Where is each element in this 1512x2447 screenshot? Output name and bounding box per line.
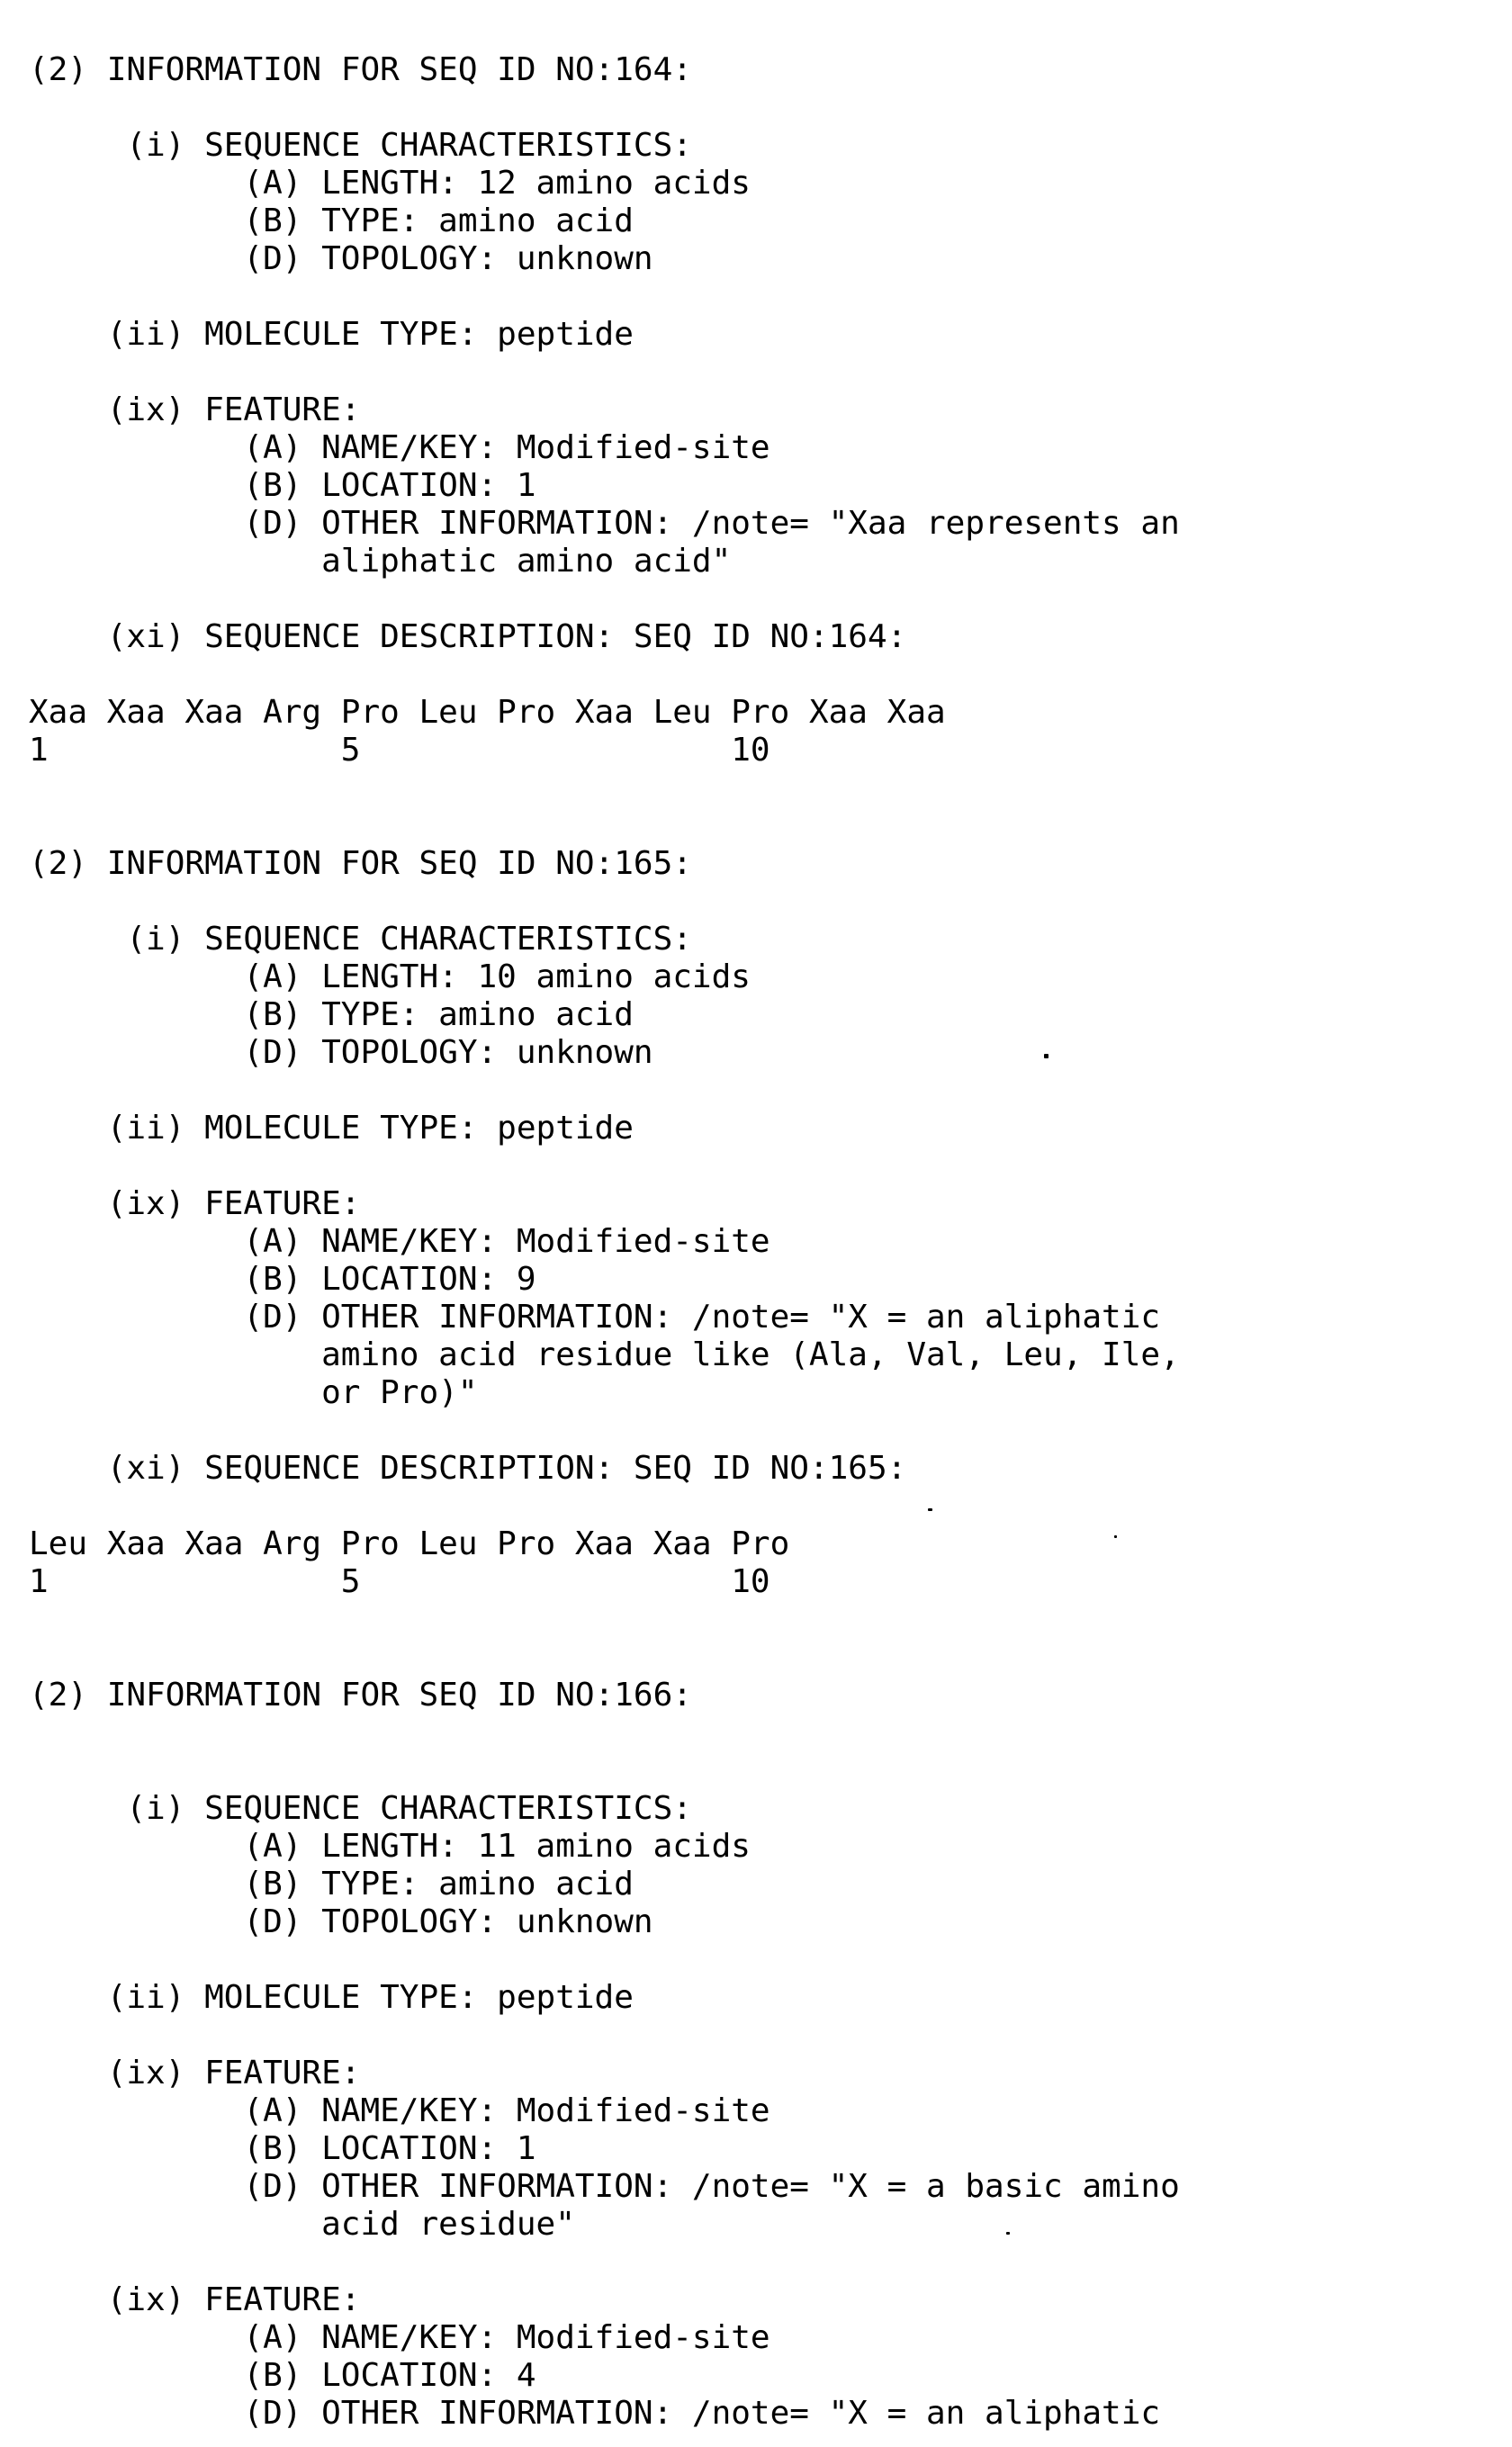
text-line: (A) NAME/KEY: Modified-site xyxy=(29,2092,770,2129)
text-line: (B) LOCATION: 1 xyxy=(29,2130,536,2167)
text-line: (A) NAME/KEY: Modified-site xyxy=(29,429,770,466)
scan-artifact-dot xyxy=(928,1508,932,1511)
text-line xyxy=(29,580,1180,618)
text-line xyxy=(29,1147,1180,1185)
text-line: (2) INFORMATION FOR SEQ ID NO:165: xyxy=(29,845,692,882)
text-line xyxy=(29,1072,1180,1110)
scan-artifact-dot xyxy=(1006,2232,1010,2235)
text-line: (D) OTHER INFORMATION: /note= "X = a basic amino xyxy=(29,2168,1180,2205)
text-line: (ix) FEATURE: xyxy=(29,1185,361,1222)
text-line xyxy=(29,656,1180,694)
text-line: (ix) FEATURE: xyxy=(29,391,361,428)
text-line xyxy=(29,1941,1180,1979)
text-line: (xi) SEQUENCE DESCRIPTION: SEQ ID NO:164: xyxy=(29,618,907,655)
text-line: (A) NAME/KEY: Modified-site xyxy=(29,2319,770,2356)
text-line: Leu Xaa Xaa Arg Pro Leu Pro Xaa Xaa Pro xyxy=(29,1525,790,1562)
text-line xyxy=(29,1488,1180,1525)
text-line: (B) TYPE: amino acid xyxy=(29,202,634,239)
text-line: (A) LENGTH: 12 amino acids xyxy=(29,165,751,202)
text-line: (D) OTHER INFORMATION: /note= "X = an aliphatic xyxy=(29,2395,1161,2432)
scan-artifact-dot xyxy=(1044,1054,1048,1058)
text-line: (ii) MOLECULE TYPE: peptide xyxy=(29,1110,634,1147)
text-line: (2) INFORMATION FOR SEQ ID NO:164: xyxy=(29,51,692,88)
text-line: (D) TOPOLOGY: unknown xyxy=(29,240,653,277)
text-line: (i) SEQUENCE CHARACTERISTICS: xyxy=(29,921,692,958)
text-line: (D) OTHER INFORMATION: /note= "Xaa represents an xyxy=(29,505,1180,542)
text-line xyxy=(29,2017,1180,2055)
text-line: Xaa Xaa Xaa Arg Pro Leu Pro Xaa Leu Pro Xaa Xaa xyxy=(29,694,946,731)
text-line: (A) NAME/KEY: Modified-site xyxy=(29,1223,770,1260)
text-line: (i) SEQUENCE CHARACTERISTICS: xyxy=(29,1790,692,1827)
scan-artifact-dot xyxy=(1114,1535,1117,1538)
text-line: (B) TYPE: amino acid xyxy=(29,996,634,1033)
text-line xyxy=(29,89,1180,127)
text-line: (ix) FEATURE: xyxy=(29,2281,361,2318)
text-line: (ii) MOLECULE TYPE: peptide xyxy=(29,1979,634,2016)
text-line: amino acid residue like (Ala, Val, Leu, Ile, xyxy=(29,1336,1180,1373)
text-line: (B) TYPE: amino acid xyxy=(29,1866,634,1903)
text-line: (A) LENGTH: 11 amino acids xyxy=(29,1828,751,1865)
blank-line xyxy=(29,769,1180,807)
text-line: or Pro)" xyxy=(29,1374,478,1411)
text-line: 1 5 10 xyxy=(29,732,770,769)
text-line xyxy=(29,1714,1180,1752)
text-line: (i) SEQUENCE CHARACTERISTICS: xyxy=(29,127,692,164)
text-line: (B) LOCATION: 1 xyxy=(29,467,536,504)
section-seq-id-164 xyxy=(29,51,1180,769)
blank-line xyxy=(29,1639,1180,1677)
text-line: (D) TOPOLOGY: unknown xyxy=(29,1034,653,1071)
text-line: aliphatic amino acid" xyxy=(29,543,732,580)
section-seq-id-165 xyxy=(29,845,1180,1601)
text-line xyxy=(29,278,1180,316)
text-line: (ii) MOLECULE TYPE: peptide xyxy=(29,316,634,353)
text-line: (D) OTHER INFORMATION: /note= "X = an aliphatic xyxy=(29,1299,1161,1336)
section-seq-id-166 xyxy=(29,1677,1180,2433)
text-line: (ix) FEATURE: xyxy=(29,2055,361,2092)
text-line: (D) TOPOLOGY: unknown xyxy=(29,1903,653,1940)
text-line xyxy=(29,1752,1180,1790)
blank-line xyxy=(29,807,1180,845)
text-line: 1 5 10 xyxy=(29,1563,770,1600)
text-line: (2) INFORMATION FOR SEQ ID NO:166: xyxy=(29,1677,692,1714)
sequence-listing-text xyxy=(29,51,1180,2433)
text-line: (B) LOCATION: 4 xyxy=(29,2357,536,2394)
text-line: (B) LOCATION: 9 xyxy=(29,1261,536,1298)
text-line: (xi) SEQUENCE DESCRIPTION: SEQ ID NO:165: xyxy=(29,1450,907,1487)
text-line xyxy=(29,354,1180,391)
text-line xyxy=(29,1412,1180,1450)
text-line xyxy=(29,883,1180,921)
text-line xyxy=(29,2244,1180,2281)
text-line: acid residue" xyxy=(29,2206,575,2243)
text-line: (A) LENGTH: 10 amino acids xyxy=(29,958,751,995)
blank-line xyxy=(29,1601,1180,1639)
